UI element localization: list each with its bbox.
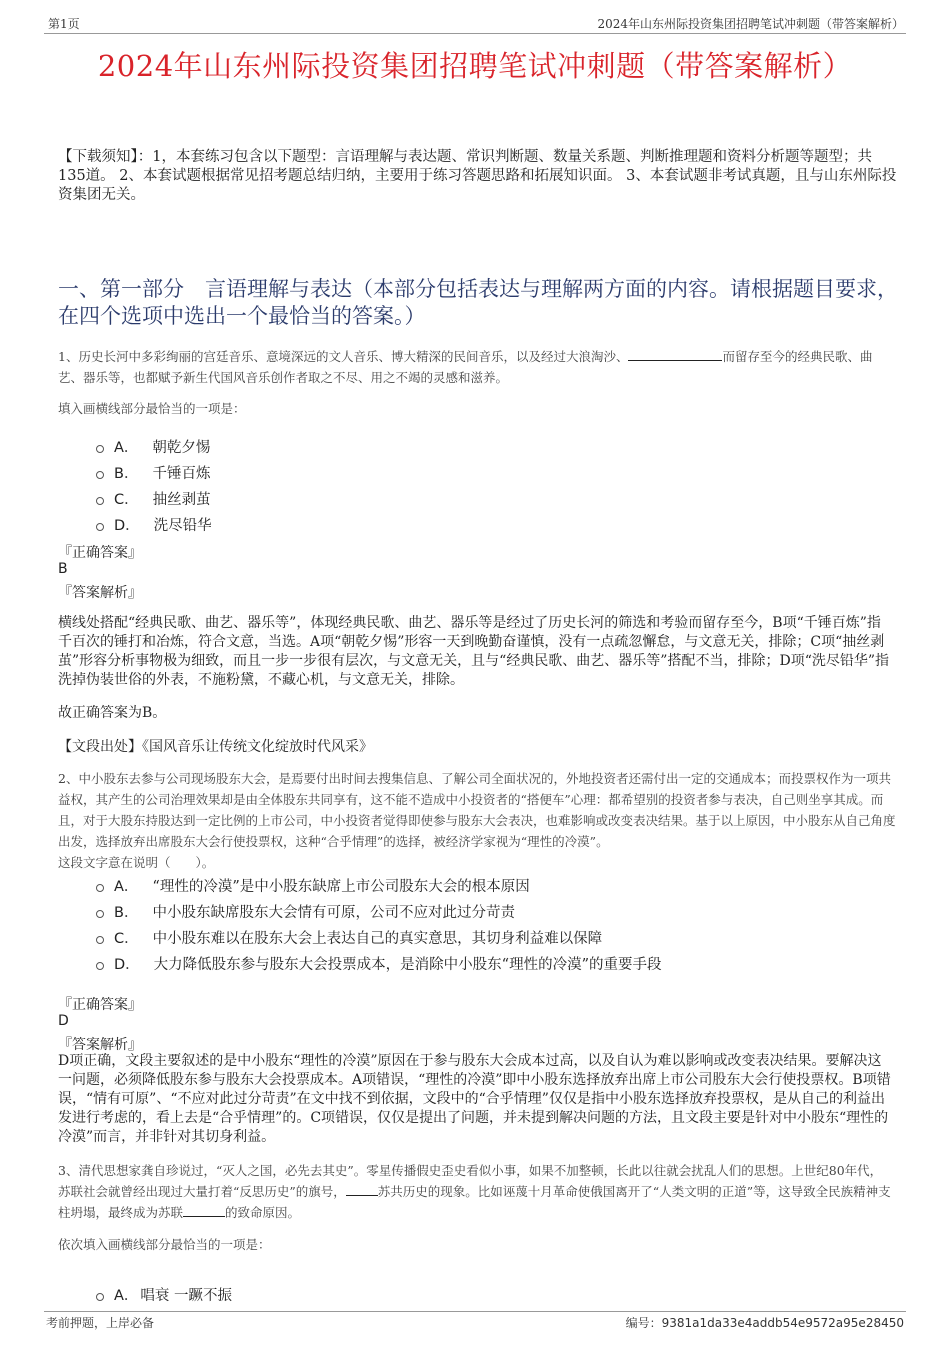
radio-icon[interactable] bbox=[96, 1293, 104, 1301]
q2-answer-header: 『正确答案』 bbox=[58, 997, 142, 1013]
q1-answer: B bbox=[58, 561, 68, 577]
page-title: 2024年山东州际投资集团招聘笔试冲刺题（带答案解析） bbox=[97, 49, 853, 83]
q2-option-b[interactable]: B． 中小股东缺席股东大会情有可原，公司不应对此过分苛责 bbox=[96, 901, 515, 922]
footer-slogan: 考前押题，上岸必备 bbox=[46, 1316, 155, 1330]
q1-option-a[interactable]: A． 朝乾夕惕 bbox=[96, 436, 210, 457]
section-heading: 一、第一部分 言语理解与表达（本部分包括表达与理解两方面的内容。请根据题目要求，在四个选项中选出一个最恰当的答案。） bbox=[58, 277, 898, 328]
radio-icon[interactable] bbox=[96, 471, 104, 479]
radio-icon[interactable] bbox=[96, 910, 104, 918]
radio-icon[interactable] bbox=[96, 497, 104, 505]
q2-analysis-header: 『答案解析』 bbox=[58, 1037, 142, 1053]
question-2-text: 2、中小股东去参与公司现场股东大会，是焉要付出时间去搜集信息、了解公司全面状况的，外地投资者还需付出一定的交通成本；而投票权作为一项共益权，其产生的公司治理效果却是由全体股东共同享有，这不能不造成中小投资者的“搭便车”心理：都希望别的投资者参与表决，自己则坐享其成。而且，对于大股东持股达到一定比例的上市公司，中小投资者觉得即使参与股东大会表决，也难影响或改变表决结果。基于以上原因，中小股东从自己角度出发，选择放弃出席股东大会行使投票权，这种“合乎情理”的选择，被经济学家视为“理性的冷漠”。 bbox=[58, 771, 896, 849]
q1-option-d[interactable]: D． 洗尽铅华 bbox=[96, 514, 212, 535]
footer-code: 编号：9381a1da33e4addb54e9572a95e28450 bbox=[625, 1316, 904, 1330]
fill-blank bbox=[183, 1204, 225, 1217]
download-notice: 【下载须知】：1，本套练习包含以下题型：言语理解与表达题、常识判断题、数量关系题、判断推理题和资料分析题等题型；共135道。 2、本套试题根据常见招考题总结归纳，主要用于练习答题思路和拓展知识面。 3、本套试题非考试真题，且与山东州际投资集团无关。 bbox=[58, 149, 897, 203]
fill-blank bbox=[628, 348, 722, 361]
q1-conclusion: 故正确答案为B。 bbox=[58, 705, 167, 721]
q2-analysis: D项正确，文段主要叙述的是中小股东“理性的冷漠”原因在于参与股东大会成本过高，以及自认为难以影响或改变表决结果。要解决这一问题，必须降低股东参与股东大会投票成本。A项错误，“理性的冷漠”即中小股东选择放弃出席上市公司股东大会行使投票权。B项错误，“情有可原”、“不应对此过分苛责”在文中找不到依据，文段中的“合乎情理”仅仅是指中小股东选择放弃投票权，是从自己的利益出发进行考虑的，看上去是“合乎情理”的。C项错误，仅仅是提出了问题，并未提到解决问题的方法，且文段主要是针对中小股东“理性的冷漠”而言，并非针对其切身利益。 bbox=[58, 1053, 891, 1145]
question-1-prompt: 填入画横线部分最恰当的一项是： bbox=[58, 401, 246, 416]
header-doc-title: 2024年山东州际投资集团招聘笔试冲刺题（带答案解析） bbox=[597, 17, 904, 31]
q2-option-c[interactable]: C． 中小股东难以在股东大会上表达自己的真实意思，其切身利益难以保障 bbox=[96, 927, 602, 948]
fill-blank bbox=[346, 1183, 378, 1196]
page-number: 第1页 bbox=[48, 17, 80, 31]
footer-rule bbox=[44, 1311, 906, 1312]
question-3-prompt: 依次填入画横线部分最恰当的一项是： bbox=[58, 1237, 271, 1252]
q2-option-d[interactable]: D． 大力降低股东参与股东大会投票成本，是消除中小股东“理性的冷漠”的重要手段 bbox=[96, 953, 662, 974]
q1-analysis: 横线处搭配“经典民歌、曲艺、器乐等”，体现经典民歌、曲艺、器乐等是经过了历史长河的筛选和考验而留存至今，B项“千锤百炼”指千百次的锤打和冶炼，符合文意，当选。A项“朝乾夕惕”形容一天到晚勤奋谨慎，没有一点疏忽懈怠，与文意无关，排除；C项“抽丝剥茧”形容分析事物极为细致，而且一步一步很有层次，与文意无关，且与“经典民歌、曲艺、器乐等”搭配不当，排除；D项“洗尽铅华”指洗掉伪装世俗的外表，不施粉黛，不藏心机，与文意无关，排除。 bbox=[58, 615, 890, 688]
q1-option-b[interactable]: B． 千锤百炼 bbox=[96, 462, 210, 483]
radio-icon[interactable] bbox=[96, 884, 104, 892]
question-3-text: 3、清代思想家龚自珍说过，“灭人之国，必先去其史”。零星传播假史歪史看似小事，如果不加整顿，长此以往就会扰乱人们的思想。上世纪80年代，苏联社会就曾经出现过大量打着“反思历史”的旗号， 苏共历史的现象。比如诬蔑十月革命使俄国离开了“人类文明的正道”等，这导致全民族精神支柱坍塌，最终成为苏联 的致命原因。 bbox=[58, 1163, 891, 1220]
q1-source: 【文段出处】《国风音乐让传统文化绽放时代风采》 bbox=[58, 739, 373, 755]
radio-icon[interactable] bbox=[96, 445, 104, 453]
radio-icon[interactable] bbox=[96, 936, 104, 944]
q2-answer: D bbox=[58, 1013, 69, 1029]
q3-option-a[interactable]: A． 唱衰 一蹶不振 bbox=[96, 1284, 232, 1305]
question-2-prompt: 这段文字意在说明（ ）。 bbox=[58, 855, 215, 870]
q1-answer-header: 『正确答案』 bbox=[58, 545, 142, 561]
q1-option-c[interactable]: C． 抽丝剥茧 bbox=[96, 488, 211, 509]
radio-icon[interactable] bbox=[96, 962, 104, 970]
q2-option-a[interactable]: A． “理性的冷漠”是中小股东缺席上市公司股东大会的根本原因 bbox=[96, 875, 530, 896]
header-rule bbox=[44, 33, 906, 34]
q1-analysis-header: 『答案解析』 bbox=[58, 585, 142, 601]
question-1-text: 1、历史长河中多彩绚丽的宫廷音乐、意境深远的文人音乐、博大精深的民间音乐，以及经过大浪淘沙、 而留存至今的经典民歌、曲艺、器乐等，也都赋予新生代国风音乐创作者取之不尽、用之不竭的灵感和滋养。 bbox=[58, 349, 873, 385]
radio-icon[interactable] bbox=[96, 523, 104, 531]
